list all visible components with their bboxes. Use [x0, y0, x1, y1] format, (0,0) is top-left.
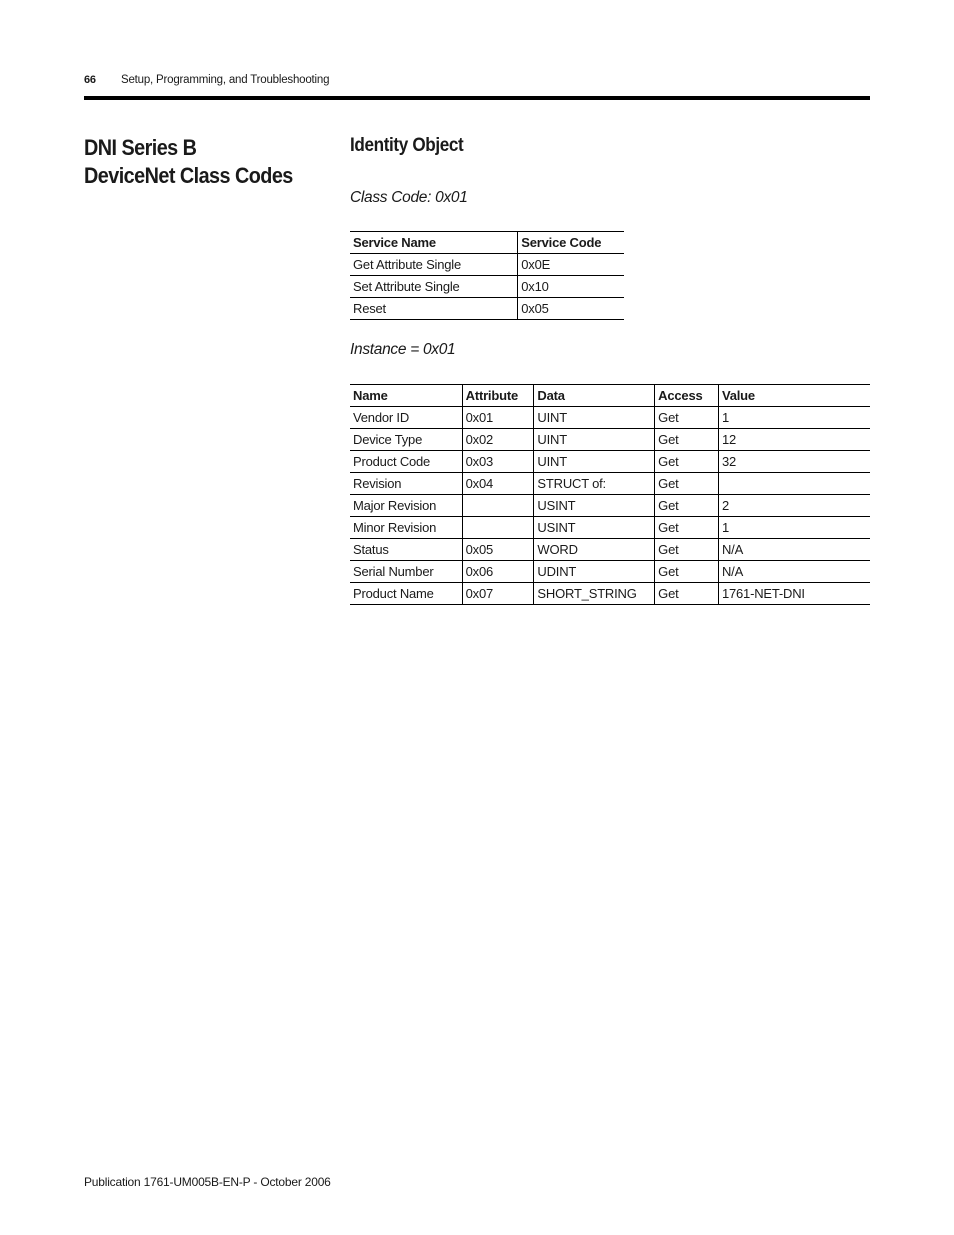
- table-cell: Get: [655, 583, 719, 605]
- table-row: [350, 254, 624, 276]
- table-cell: 0x06: [462, 561, 534, 583]
- table-cell: Serial Number: [350, 561, 462, 583]
- identity-object-heading: Identity Object: [350, 135, 464, 156]
- section-title: [84, 134, 309, 190]
- table-cell: Get: [655, 539, 719, 561]
- table-cell: 0x07: [462, 583, 534, 605]
- table-row: [350, 407, 870, 429]
- instance-table-header: Value: [718, 385, 870, 407]
- table-cell: 0x04: [462, 473, 534, 495]
- table-cell: UINT: [534, 407, 655, 429]
- table-cell: Set Attribute Single: [350, 276, 518, 298]
- table-row: [350, 451, 870, 473]
- instance-label: Instance = 0x01: [350, 341, 456, 358]
- table-cell: 0x05: [462, 539, 534, 561]
- table-cell: 0x01: [462, 407, 534, 429]
- instance-table-header-row: [350, 385, 870, 407]
- table-cell: Device Type: [350, 429, 462, 451]
- table-cell: Product Code: [350, 451, 462, 473]
- instance-table-header: Name: [350, 385, 462, 407]
- table-cell: 1761-NET-DNI: [718, 583, 870, 605]
- table-cell: 12: [718, 429, 870, 451]
- table-cell: 0x02: [462, 429, 534, 451]
- table-cell: [462, 495, 534, 517]
- table-cell: Get: [655, 495, 719, 517]
- table-cell: Get Attribute Single: [350, 254, 518, 276]
- table-cell: 32: [718, 451, 870, 473]
- table-cell: Get: [655, 473, 719, 495]
- service-table-header: Service Code: [518, 232, 624, 254]
- table-cell: USINT: [534, 517, 655, 539]
- table-cell: Get: [655, 561, 719, 583]
- table-cell: Get: [655, 451, 719, 473]
- table-cell: Vendor ID: [350, 407, 462, 429]
- class-code-label: Class Code: 0x01: [350, 189, 468, 206]
- service-table-header-row: [350, 232, 624, 254]
- section-title-line2: DeviceNet Class Codes: [84, 163, 293, 188]
- table-row: [350, 495, 870, 517]
- table-row: [350, 276, 624, 298]
- table-cell: 0x10: [518, 276, 624, 298]
- table-cell: Major Revision: [350, 495, 462, 517]
- table-cell: Get: [655, 407, 719, 429]
- table-cell: 0x0E: [518, 254, 624, 276]
- table-cell: STRUCT of:: [534, 473, 655, 495]
- service-table: [350, 231, 624, 320]
- table-row: [350, 561, 870, 583]
- table-row: [350, 517, 870, 539]
- instance-table-header: Attribute: [462, 385, 534, 407]
- publication-footer: Publication 1761-UM005B-EN-P - October 2006: [84, 1175, 331, 1189]
- table-cell: Reset: [350, 298, 518, 320]
- table-cell: 0x03: [462, 451, 534, 473]
- header-rule: [84, 96, 870, 100]
- table-cell: 1: [718, 407, 870, 429]
- table-cell: N/A: [718, 539, 870, 561]
- table-cell: UINT: [534, 451, 655, 473]
- table-row: [350, 539, 870, 561]
- table-row: [350, 583, 870, 605]
- table-cell: SHORT_STRING: [534, 583, 655, 605]
- table-cell: UDINT: [534, 561, 655, 583]
- table-cell: Minor Revision: [350, 517, 462, 539]
- table-cell: [718, 473, 870, 495]
- table-cell: 1: [718, 517, 870, 539]
- table-cell: 2: [718, 495, 870, 517]
- service-table-header: Service Name: [350, 232, 518, 254]
- table-cell: UINT: [534, 429, 655, 451]
- running-title: Setup, Programming, and Troubleshooting: [121, 74, 330, 86]
- table-row: [350, 429, 870, 451]
- table-cell: Get: [655, 429, 719, 451]
- table-cell: 0x05: [518, 298, 624, 320]
- table-cell: Get: [655, 517, 719, 539]
- table-row: [350, 298, 624, 320]
- instance-table-header: Access: [655, 385, 719, 407]
- table-cell: Status: [350, 539, 462, 561]
- table-cell: Product Name: [350, 583, 462, 605]
- section-title-line1: DNI Series B: [84, 135, 197, 160]
- instance-table-header: Data: [534, 385, 655, 407]
- table-cell: WORD: [534, 539, 655, 561]
- table-cell: Revision: [350, 473, 462, 495]
- table-cell: USINT: [534, 495, 655, 517]
- table-cell: [462, 517, 534, 539]
- page-number: 66: [84, 74, 96, 86]
- instance-table: [350, 384, 870, 605]
- table-cell: N/A: [718, 561, 870, 583]
- table-row: [350, 473, 870, 495]
